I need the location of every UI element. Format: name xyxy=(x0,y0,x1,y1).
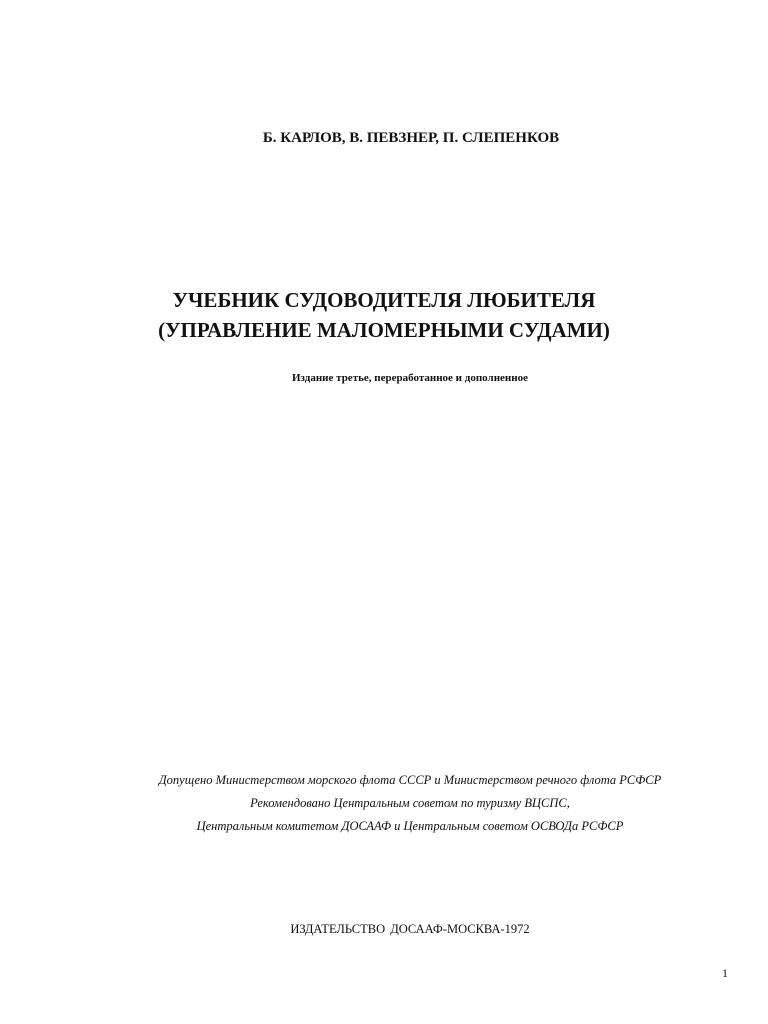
authors: Б. КАРЛОВ, В. ПЕВЗНЕР, П. СЛЕПЕНКОВ xyxy=(262,130,560,146)
approval-line-3: Центральным комитетом ДОСААФ и Центральным советом ОСВОДа РСФСР xyxy=(196,819,624,833)
book-title-line-2: (УПРАВЛЕНИЕ МАЛОМЕРНЫМИ СУДАМИ) xyxy=(158,318,610,342)
edition-note: Издание третье, переработанное и дополненное xyxy=(292,372,528,384)
publisher-imprint: ИЗДАТЕЛЬСТВО ДОСААФ-МОСКВА-1972 xyxy=(290,922,530,936)
approval-line-1: Допущено Министерством морского флота СССР и Министерством речного флота РСФСР xyxy=(158,773,662,787)
approval-line-2: Рекомендовано Центральным советом по туризму ВЦСПС, xyxy=(250,796,570,810)
book-title-line-1: УЧЕБНИК СУДОВОДИТЕЛЯ ЛЮБИТЕЛЯ xyxy=(172,288,596,312)
page-number: 1 xyxy=(722,966,728,980)
